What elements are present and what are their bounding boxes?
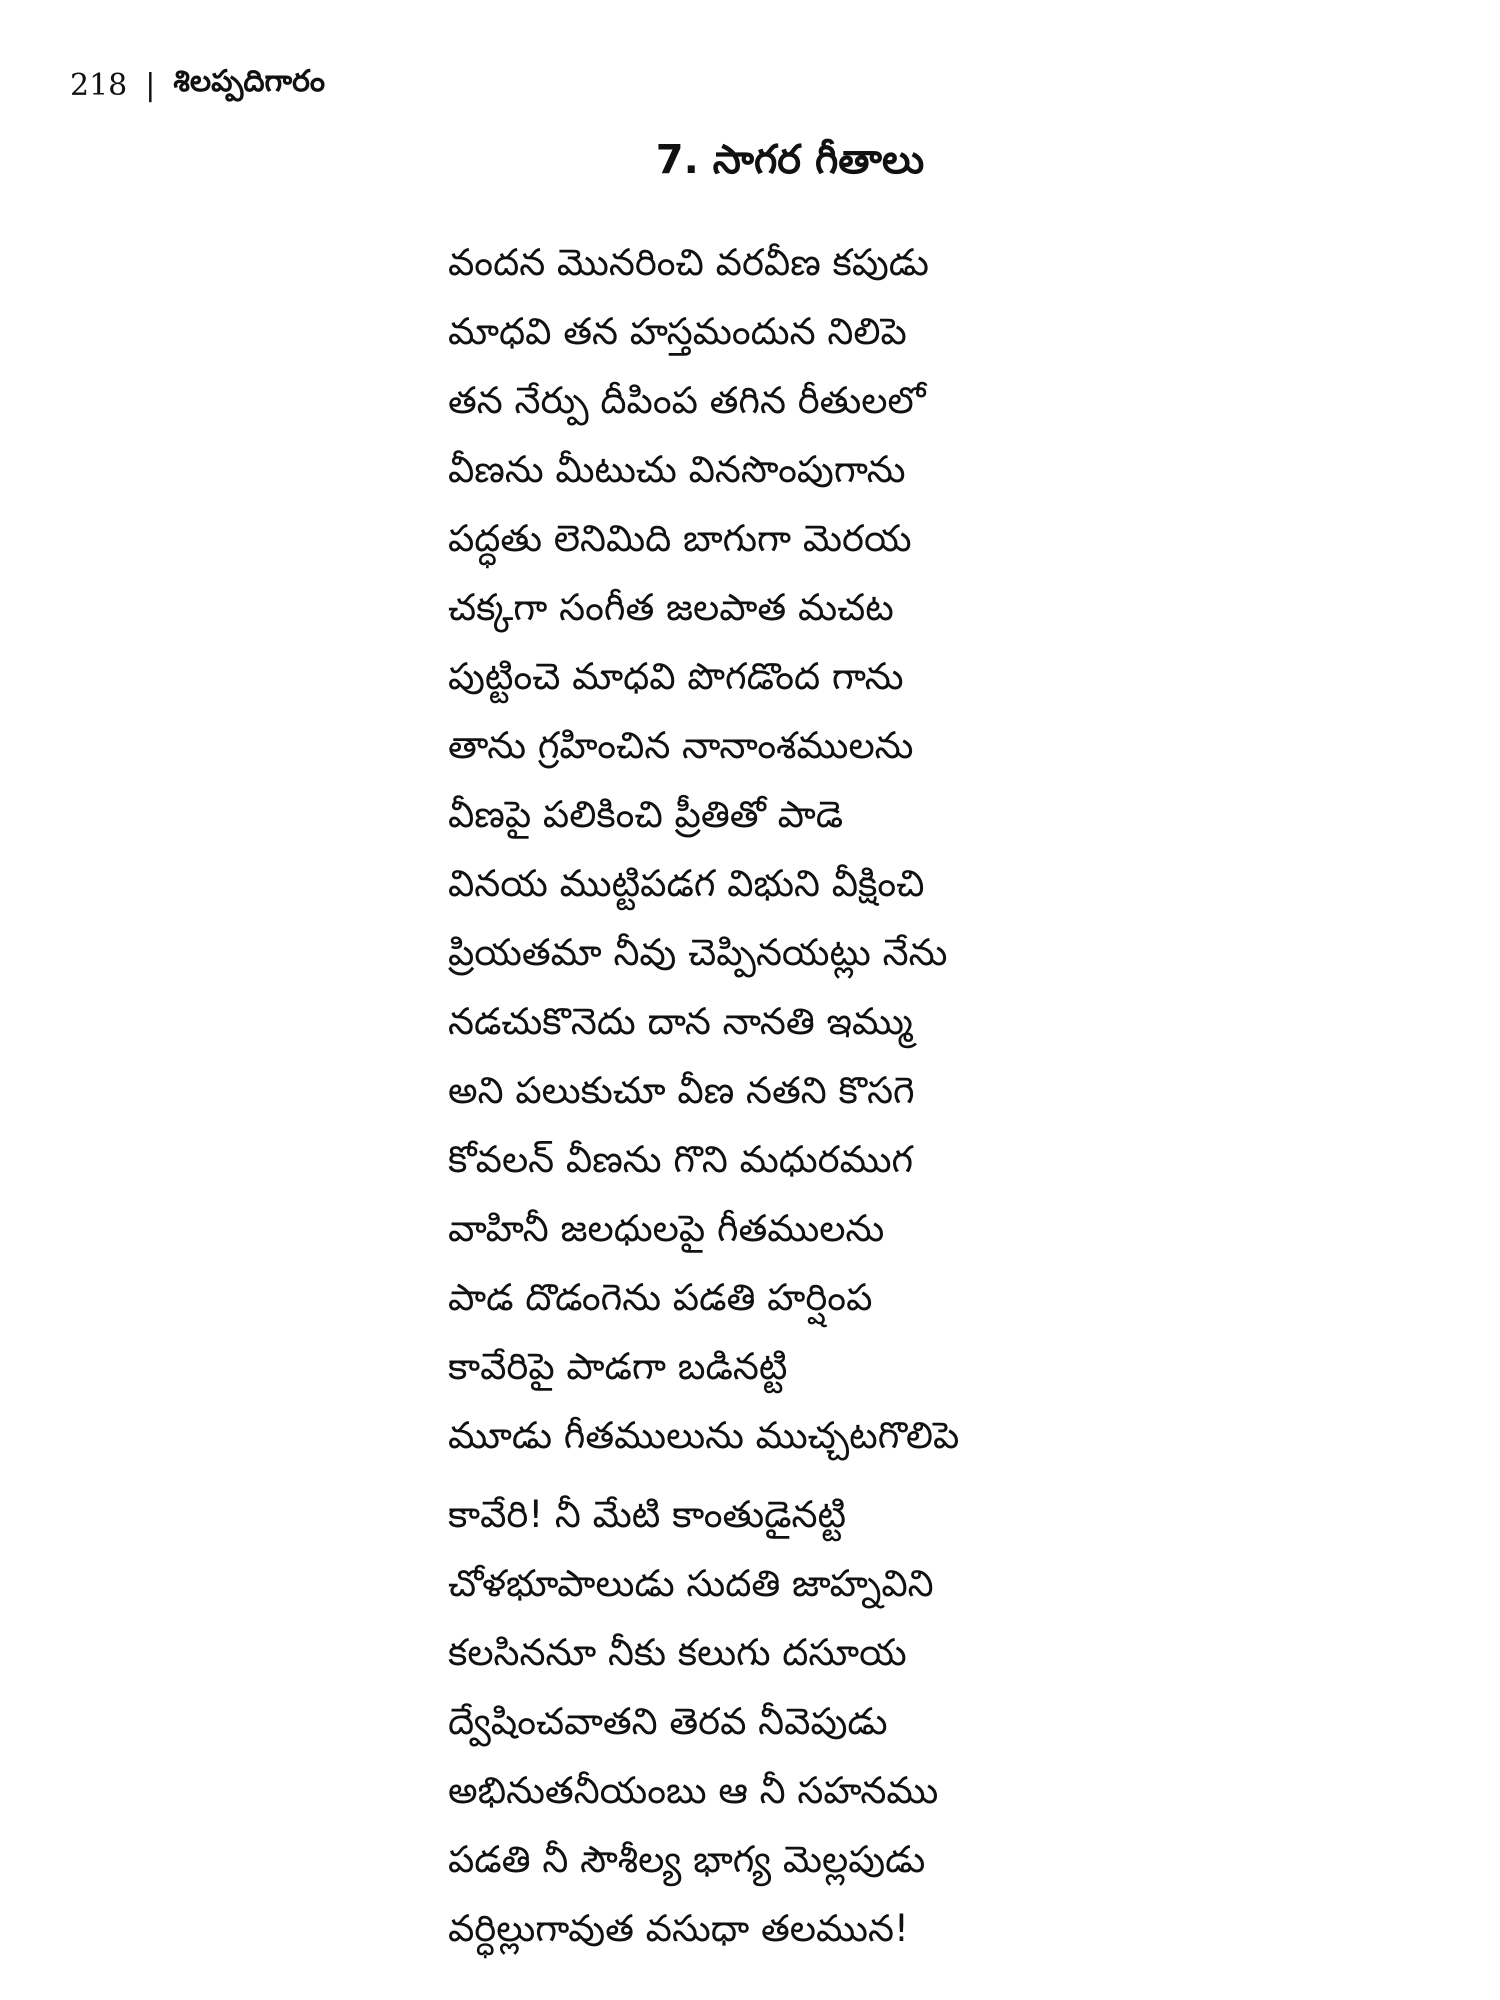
verse-line: అభినుతనీయంబు ఆ నీ సహనము: [448, 1769, 939, 1812]
verse-line: చోళభూపాలుడు సుదతి జాహ్నవిని: [448, 1562, 934, 1605]
header-separator: |: [145, 67, 156, 103]
verse-line: వందన మొనరించి వరవీణ కపుడు: [448, 241, 929, 284]
verse-line: పాడ దొడంగెను పడతి హర్షింప: [448, 1276, 873, 1319]
verse-line: వీణపై పలికించి ప్రీతితో పాడె: [448, 793, 844, 836]
verse-line: కావేరి! నీ మేటి కాంతుడైనట్టి: [448, 1493, 847, 1536]
page-number: 218: [70, 67, 128, 103]
verse-line: వాహినీ జలధులపై గీతములను: [448, 1207, 885, 1250]
verse-line: నడచుకొనెదు దాన నానతి ఇమ్ము: [448, 1000, 913, 1043]
verse-line: వర్ధిల్లుగావుత వసుధా తలమున!: [448, 1907, 909, 1950]
verse-line: పద్ధతు లెనిమిది బాగుగా మెరయ: [448, 517, 912, 560]
verse-line: తాను గ్రహించిన నానాంశములను: [448, 724, 914, 767]
verse-line: మూడు గీతములును ముచ్చటగొలిపె: [448, 1414, 960, 1457]
verse-line: కలసిననూ నీకు కలుగు దసూయ: [448, 1631, 907, 1674]
running-header: [70, 60, 325, 110]
verse-line: ద్వేషించవాతని తెరవ నీవెపుడు: [448, 1700, 888, 1743]
stanza-1: [448, 228, 1348, 1470]
book-title: శిలప్పదిగారం: [173, 64, 326, 99]
verse-line: చక్కగా సంగీత జలపాత మచట: [448, 586, 894, 629]
verse-line: పుట్టించె మాధవి పొగడొంద గాను: [448, 655, 904, 698]
verse-line: వీణను మీటుచు వినసొంపుగాను: [448, 448, 906, 491]
verse-line: కావేరిపై పాడగా బడినట్టి: [448, 1345, 788, 1388]
stanza-2: [448, 1480, 1348, 1963]
verse-line: తన నేర్పు దీపింప తగిన రీతులలో: [448, 379, 926, 422]
verse-line: ప్రియతమా నీవు చెప్పినయట్లు నేను: [448, 931, 948, 974]
verse-line: అని పలుకుచూ వీణ నతని కొసగె: [448, 1069, 915, 1112]
verse-line: వినయ ముట్టిపడగ విభుని వీక్షించి: [448, 862, 925, 905]
verse-line: కోవలన్ వీణను గొని మధురముగ: [448, 1138, 914, 1181]
chapter-title: 7. సాగర గీతాలు: [655, 137, 925, 183]
verse-line: మాధవి తన హస్తమందున నిలిపె: [448, 310, 907, 353]
verse-line: పడతి నీ సౌశీల్య భాగ్య మెల్లపుడు: [448, 1838, 926, 1881]
